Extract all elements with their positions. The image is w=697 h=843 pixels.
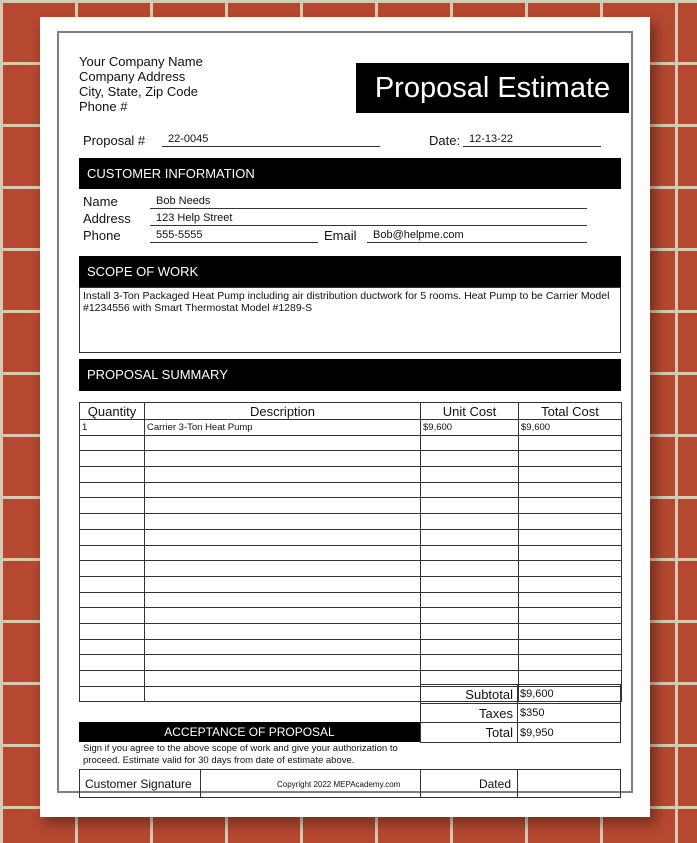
description-cell[interactable] xyxy=(145,435,421,451)
table-row xyxy=(80,623,622,639)
description-cell[interactable] xyxy=(145,671,421,687)
quantity-cell[interactable] xyxy=(80,545,145,561)
table-row xyxy=(80,482,622,498)
date-field[interactable]: 12-13-22 xyxy=(463,132,601,147)
subtotal-value: $9,600 xyxy=(517,684,621,704)
customer-name-field[interactable]: Bob Needs xyxy=(150,194,587,209)
table-row xyxy=(80,529,622,545)
proposal-number-field[interactable]: 22-0045 xyxy=(162,132,380,147)
column-header-description: Description xyxy=(145,403,421,420)
dated-field[interactable] xyxy=(517,769,621,798)
total-cost-cell[interactable] xyxy=(519,467,622,483)
quantity-cell[interactable] xyxy=(80,671,145,687)
date-label: Date: xyxy=(429,133,461,148)
total-cost-cell[interactable] xyxy=(519,514,622,530)
acceptance-header: ACCEPTANCE OF PROPOSAL xyxy=(79,722,420,742)
description-cell[interactable] xyxy=(145,655,421,671)
description-cell[interactable] xyxy=(145,498,421,514)
unit-cost-cell[interactable] xyxy=(421,451,519,467)
customer-name-label: Name xyxy=(83,194,118,209)
total-cost-cell[interactable] xyxy=(519,435,622,451)
table-row xyxy=(80,576,622,592)
description-cell[interactable] xyxy=(145,451,421,467)
total-cost-cell[interactable] xyxy=(519,451,622,467)
customer-email-label: Email xyxy=(324,228,357,243)
description-cell[interactable] xyxy=(145,545,421,561)
customer-phone-label: Phone xyxy=(83,228,121,243)
column-header-total-cost: Total Cost xyxy=(519,403,622,420)
customer-email-field[interactable]: Bob@helpme.com xyxy=(367,228,587,243)
description-cell[interactable] xyxy=(145,623,421,639)
proposal-number-label: Proposal # xyxy=(83,133,146,148)
description-cell[interactable] xyxy=(145,608,421,624)
total-cost-cell[interactable] xyxy=(519,482,622,498)
quantity-cell[interactable] xyxy=(80,623,145,639)
quantity-cell[interactable] xyxy=(80,576,145,592)
description-cell[interactable] xyxy=(145,592,421,608)
company-city: City, State, Zip Code xyxy=(79,84,198,99)
quantity-cell[interactable] xyxy=(80,686,145,702)
table-row xyxy=(80,561,622,577)
description-cell[interactable] xyxy=(145,639,421,655)
total-cost-cell[interactable] xyxy=(519,655,622,671)
quantity-cell[interactable] xyxy=(80,592,145,608)
description-cell[interactable] xyxy=(145,467,421,483)
unit-cost-cell[interactable] xyxy=(421,592,519,608)
quantity-cell[interactable] xyxy=(80,655,145,671)
column-header-unit-cost: Unit Cost xyxy=(421,403,519,420)
unit-cost-cell[interactable] xyxy=(421,639,519,655)
total-label: Total xyxy=(420,722,518,743)
total-cost-cell[interactable] xyxy=(519,623,622,639)
company-phone: Phone # xyxy=(79,99,128,114)
unit-cost-cell[interactable] xyxy=(421,576,519,592)
customer-phone-field[interactable]: 555-5555 xyxy=(150,228,318,243)
estimate-form xyxy=(57,31,633,793)
quantity-cell[interactable] xyxy=(80,467,145,483)
quantity-cell[interactable] xyxy=(80,514,145,530)
total-cost-cell[interactable]: $9,600 xyxy=(519,420,622,436)
quantity-cell[interactable] xyxy=(80,435,145,451)
table-row xyxy=(80,420,622,436)
quantity-cell[interactable] xyxy=(80,561,145,577)
table-row xyxy=(80,498,622,514)
taxes-label: Taxes xyxy=(420,703,518,723)
page-title: Proposal Estimate xyxy=(356,63,629,113)
table-row xyxy=(80,435,622,451)
unit-cost-cell[interactable]: $9,600 xyxy=(421,420,519,436)
customer-signature-label: Customer Signature xyxy=(79,769,201,798)
unit-cost-cell[interactable] xyxy=(421,467,519,483)
column-header-quantity: Quantity xyxy=(80,403,145,420)
table-row xyxy=(80,467,622,483)
unit-cost-cell[interactable] xyxy=(421,545,519,561)
customer-address-field[interactable]: 123 Help Street xyxy=(150,211,587,226)
total-cost-cell[interactable] xyxy=(519,639,622,655)
scope-of-work-text[interactable]: Install 3-Ton Packaged Heat Pump including air distribution ductwork for 5 rooms. Heat Pump to be Carrier Model #1234556 with Smart Thermostat Model #1289-S xyxy=(79,287,621,353)
quantity-cell[interactable] xyxy=(80,529,145,545)
dated-label: Dated xyxy=(420,769,518,798)
proposal-summary-header: PROPOSAL SUMMARY xyxy=(79,359,621,391)
table-row xyxy=(80,514,622,530)
unit-cost-cell[interactable] xyxy=(421,623,519,639)
table-row xyxy=(80,608,622,624)
table-row xyxy=(80,545,622,561)
description-cell[interactable] xyxy=(145,561,421,577)
taxes-value: $350 xyxy=(517,703,621,723)
total-cost-cell[interactable] xyxy=(519,608,622,624)
quantity-cell[interactable] xyxy=(80,451,145,467)
description-cell[interactable] xyxy=(145,514,421,530)
table-row xyxy=(80,639,622,655)
subtotal-label: Subtotal xyxy=(420,684,518,704)
description-cell[interactable] xyxy=(145,529,421,545)
total-cost-cell[interactable] xyxy=(519,576,622,592)
table-header-row xyxy=(80,403,622,420)
quantity-cell[interactable] xyxy=(80,498,145,514)
total-cost-cell[interactable] xyxy=(519,592,622,608)
company-address: Company Address xyxy=(79,69,186,84)
table-row xyxy=(80,655,622,671)
total-cost-cell[interactable] xyxy=(519,561,622,577)
total-cost-cell[interactable] xyxy=(519,545,622,561)
estimate-paper xyxy=(40,17,650,817)
unit-cost-cell[interactable] xyxy=(421,435,519,451)
unit-cost-cell[interactable] xyxy=(421,561,519,577)
copyright-footer: Copyright 2022 MEPAcademy.com xyxy=(277,780,401,789)
company-name: Your Company Name xyxy=(79,54,203,69)
table-row xyxy=(80,592,622,608)
unit-cost-cell[interactable] xyxy=(421,608,519,624)
scope-of-work-header: SCOPE OF WORK xyxy=(79,256,621,287)
company-block xyxy=(79,54,203,114)
unit-cost-cell[interactable] xyxy=(421,514,519,530)
quantity-cell[interactable]: 1 xyxy=(80,420,145,436)
quantity-cell[interactable] xyxy=(80,482,145,498)
acceptance-text: Sign if you agree to the above scope of work and give your authorization to proceed. Estimate valid for 30 days from date of estimate above. xyxy=(83,743,398,766)
proposal-summary-table xyxy=(79,402,622,702)
unit-cost-cell[interactable] xyxy=(421,529,519,545)
unit-cost-cell[interactable] xyxy=(421,498,519,514)
table-row xyxy=(80,451,622,467)
description-cell[interactable] xyxy=(145,686,421,702)
customer-address-label: Address xyxy=(83,211,131,226)
total-cost-cell[interactable] xyxy=(519,529,622,545)
description-cell[interactable]: Carrier 3-Ton Heat Pump xyxy=(145,420,421,436)
description-cell[interactable] xyxy=(145,576,421,592)
total-value: $9,950 xyxy=(517,722,621,743)
customer-info-header: CUSTOMER INFORMATION xyxy=(79,158,621,189)
unit-cost-cell[interactable] xyxy=(421,482,519,498)
quantity-cell[interactable] xyxy=(80,639,145,655)
total-cost-cell[interactable] xyxy=(519,498,622,514)
unit-cost-cell[interactable] xyxy=(421,655,519,671)
quantity-cell[interactable] xyxy=(80,608,145,624)
description-cell[interactable] xyxy=(145,482,421,498)
